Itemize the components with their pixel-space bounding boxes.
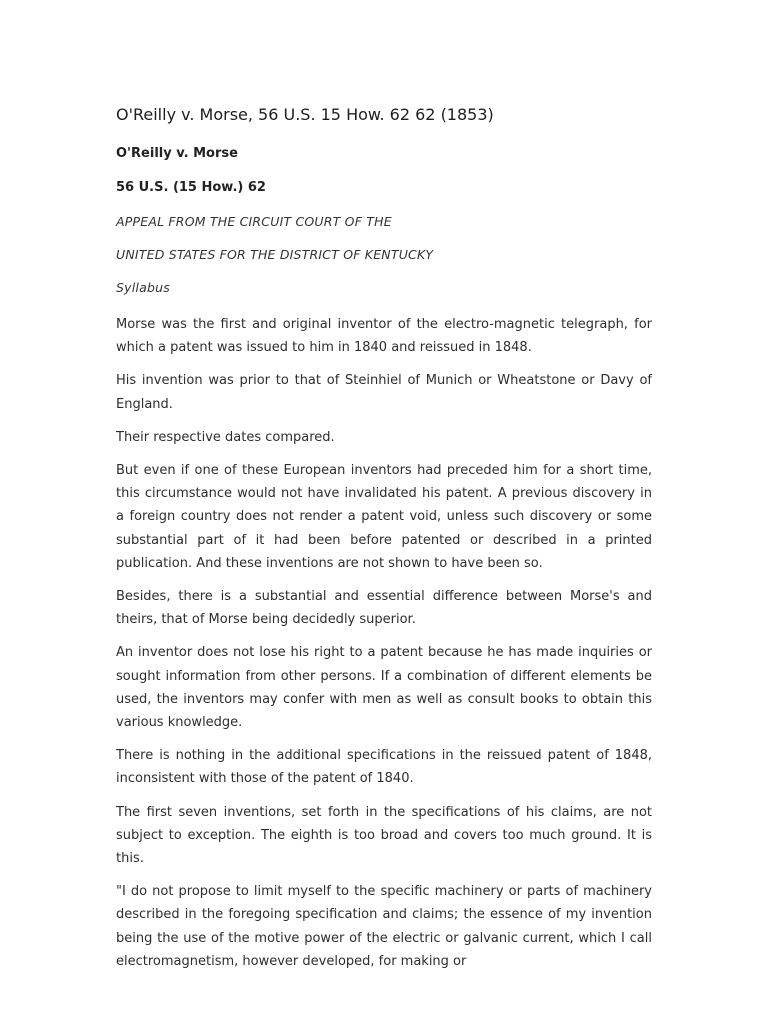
syllabus-heading: Syllabus xyxy=(116,280,170,295)
case-citation: 56 U.S. (15 How.) 62 xyxy=(116,180,266,195)
case-name: O'Reilly v. Morse xyxy=(116,146,238,161)
document-title: O'Reilly v. Morse, 56 U.S. 15 How. 62 62 (1853) xyxy=(116,105,494,124)
document-page xyxy=(116,104,652,983)
paragraph: The first seven inventions, set forth in the specifications of his claims, are not subject to exception. The eighth is too broad and covers too much ground. It is this. xyxy=(116,804,652,867)
paragraph: There is nothing in the additional specifications in the reissued patent of 1848, inconsistent with those of the patent of 1840. xyxy=(116,748,652,787)
appeal-line-1: APPEAL FROM THE CIRCUIT COURT OF THE xyxy=(116,214,392,229)
paragraph: Besides, there is a substantial and essential difference between Morse's and theirs, that of Morse being decidedly superior. xyxy=(116,589,652,628)
paragraph: But even if one of these European inventors had preceded him for a short time, this circumstance would not have invalidated his patent. A previous discovery in a foreign country does not render a patent void, unless such discovery or some substantial part of it had been before patented or described in a printed publication. And these inventions are not shown to have been so. xyxy=(116,463,652,571)
paragraph: Morse was the first and original inventor of the electro-magnetic telegraph, for which a patent was issued to him in 1840 and reissued in 1848. xyxy=(116,317,652,356)
appeal-line-2: UNITED STATES FOR THE DISTRICT OF KENTUCKY xyxy=(116,247,434,262)
paragraph: His invention was prior to that of Steinhiel of Munich or Wheatstone or Davy of England. xyxy=(116,373,652,412)
paragraph: An inventor does not lose his right to a patent because he has made inquiries or sought information from other persons. If a combination of different elements be used, the inventors may confer with men as well as consult books to obtain this various knowledge. xyxy=(116,645,652,731)
paragraph: "I do not propose to limit myself to the specific machinery or parts of machinery described in the foregoing specification and claims; the essence of my invention being the use of the motive power of the electric or galvanic current, which I call electromagnetism, however developed, for making or xyxy=(116,884,652,969)
paragraph: Their respective dates compared. xyxy=(116,429,335,445)
